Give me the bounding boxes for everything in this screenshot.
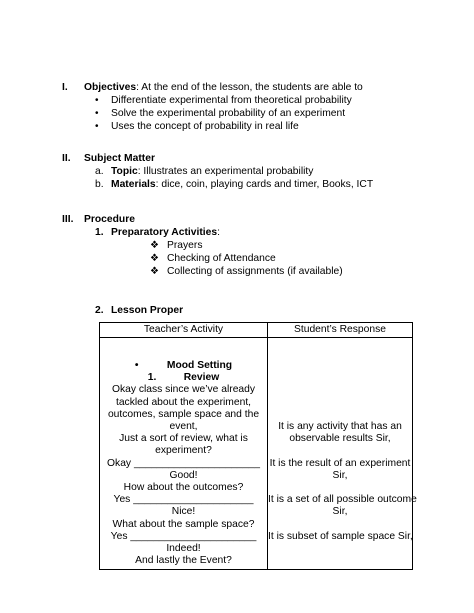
bullet-icon: •	[95, 121, 99, 132]
teacher-line: Good!	[169, 469, 198, 481]
section-numeral: II.	[62, 153, 71, 164]
materials-text: : dice, coin, playing cards and timer, Books, ICT	[155, 179, 374, 190]
topic-line	[111, 166, 313, 178]
objective-item: Solve the experimental probability of an experiment	[111, 108, 346, 119]
review-label: Review	[183, 372, 220, 384]
bullet-icon: •	[95, 108, 99, 119]
student-response-line: It is subset of sample space Sir,	[268, 530, 413, 542]
preparatory-item: Checking of Attendance	[167, 253, 276, 264]
topic-label: Topic	[111, 166, 138, 177]
teacher-line: event,	[169, 421, 198, 433]
preparatory-heading: Preparatory Activities	[111, 227, 218, 238]
teacher-line: Yes _____________________	[113, 494, 254, 506]
subject-matter-heading: Subject Matter	[84, 153, 155, 164]
teacher-line: tackled about the experiment,	[115, 396, 252, 408]
mood-setting-label: Mood Setting	[166, 360, 233, 371]
objective-item: Differentiate experimental from theoretical probability	[111, 95, 352, 106]
student-response-line: It is the result of an experiment	[269, 457, 411, 469]
teacher-line: Okay ______________________	[107, 457, 260, 469]
teacher-line: Okay class since we’ve already	[111, 384, 256, 396]
teacher-line: Yes ______________________	[110, 530, 257, 542]
objectives-intro: : At the end of the lesson, the students are able to	[136, 82, 363, 93]
teacher-line: Indeed!	[166, 543, 201, 555]
table-header-row	[100, 323, 413, 338]
teacher-activity-cell	[100, 338, 268, 570]
lesson-table	[99, 322, 417, 570]
objectives-line	[84, 82, 363, 94]
column-header-student: Student’s Response	[268, 323, 413, 338]
materials-line	[111, 179, 373, 191]
student-response-line: observable results Sir,	[289, 433, 391, 445]
mood-setting-line	[100, 360, 267, 372]
list-marker: b.	[95, 179, 104, 190]
diamond-bullet-icon: ❖	[150, 266, 159, 277]
student-response-cell	[268, 338, 417, 570]
procedure-heading: Procedure	[84, 214, 135, 225]
teacher-line: Nice!	[171, 506, 196, 518]
teacher-line: outcomes, sample space and the	[107, 408, 260, 420]
student-response-line: It is a set of all possible outcome	[268, 494, 417, 506]
bullet-icon: •	[134, 360, 139, 371]
review-line	[100, 372, 267, 384]
column-header-teacher: Teacher’s Activity	[100, 323, 268, 338]
bullet-icon: •	[95, 95, 99, 106]
list-marker: 2.	[95, 305, 104, 316]
topic-text: : Illustrates an experimental probability	[137, 166, 314, 177]
teacher-line: And lastly the Event?	[135, 555, 232, 567]
preparatory-item: Collecting of assignments (if available)	[167, 266, 343, 277]
list-marker: 1.	[95, 227, 104, 238]
table-row	[100, 338, 413, 570]
materials-label: Materials	[111, 179, 156, 190]
lesson-proper-heading: Lesson Proper	[111, 305, 184, 316]
teacher-line: What about the sample space?	[112, 518, 255, 530]
preparatory-item: Prayers	[167, 240, 203, 251]
preparatory-colon: :	[217, 227, 220, 238]
teacher-line: How about the outcomes?	[123, 482, 244, 494]
diamond-bullet-icon: ❖	[150, 253, 159, 264]
student-response-line: Sir,	[332, 469, 348, 481]
list-marker: a.	[95, 166, 104, 177]
student-response-line: Sir,	[332, 506, 348, 518]
teacher-line: Just a sort of review, what is	[119, 433, 248, 445]
objective-item: Uses the concept of probability in real life	[111, 121, 299, 132]
preparatory-line	[111, 227, 220, 239]
teacher-line: experiment?	[155, 445, 212, 457]
review-marker: 1.	[147, 372, 157, 384]
objectives-heading: Objectives	[84, 82, 137, 93]
section-numeral: I.	[62, 82, 68, 93]
student-response-line: It is any activity that has an	[278, 420, 402, 432]
diamond-bullet-icon: ❖	[150, 240, 159, 251]
section-numeral: III.	[62, 214, 74, 225]
